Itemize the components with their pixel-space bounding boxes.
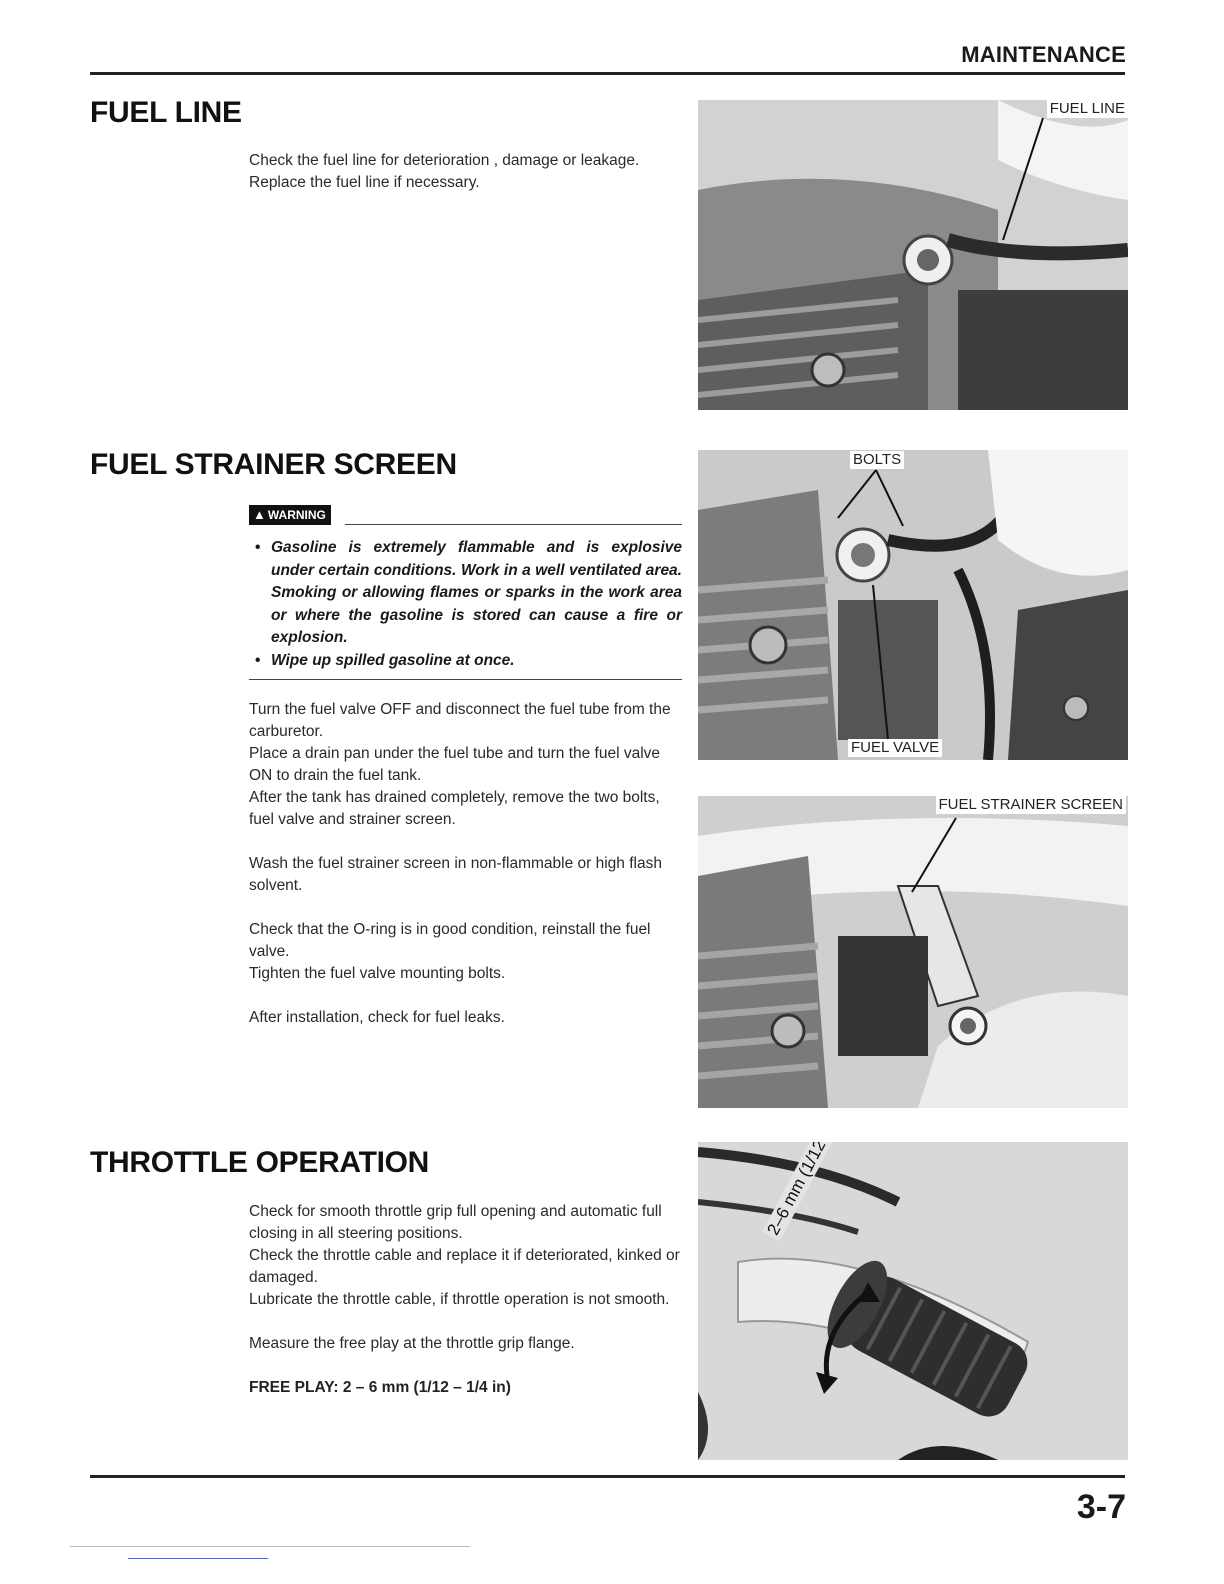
warning-badge-label: WARNING [267,508,326,522]
throttle-illustration [698,1142,1128,1460]
warning-item: • Wipe up spilled gasoline at once. [249,650,682,673]
fuel-strainer-paragraph: Tighten the fuel valve mounting bolts. [249,965,506,982]
throttle-paragraph: Lubricate the throttle cable, if throttle operation is not smooth. [249,1291,670,1308]
warning-item: • Gasoline is extremely flammable and is explosive under certain conditions. Work in a well ventilated area. Smoking or allowing flames or sparks in the work area or where the gasoline is stored can cause a fire or explosion. [249,537,682,650]
footer-scan-line [70,1546,470,1547]
fuel-strainer-paragraph: Place a drain pan under the fuel tube and turn the fuel valve ON to drain the fuel tank. [249,745,661,784]
strainer-screen-photo [698,796,1128,1108]
throttle-text [249,1201,685,1421]
page-number: 3-7 [1076,1488,1126,1526]
header-rule [90,72,1125,75]
fuel-strainer-paragraph: Wash the fuel strainer screen in non-flammable or high flash solvent. [249,855,662,894]
fuel-line-photo [698,100,1128,410]
fuel-valve-illustration [698,450,1128,760]
warning-box [249,505,682,672]
fuel-strainer-paragraph: Check that the O-ring is in good condition, reinstall the fuel valve. [249,921,651,960]
strainer-screen-illustration [698,796,1128,1108]
strainer-screen-callout: FUEL STRAINER SCREEN [936,796,1126,814]
fuel-strainer-text [249,699,685,1051]
fuel-line-illustration [698,100,1128,410]
throttle-paragraph: Check the throttle cable and replace it if deteriorated, kinked or damaged. [249,1247,680,1286]
section-header: MAINTENANCE [961,42,1126,67]
fuel-strainer-heading: FUEL STRAINER SCREEN [90,448,457,481]
footer-rule [90,1475,1125,1478]
bolts-callout: BOLTS [850,451,904,469]
throttle-photo [698,1142,1128,1460]
throttle-heading: THROTTLE OPERATION [90,1146,430,1179]
fuel-strainer-paragraph: Turn the fuel valve OFF and disconnect the fuel tube from the carburetor. [249,701,671,740]
fuel-valve-callout: FUEL VALVE [848,739,942,757]
fuel-line-callout: FUEL LINE [1047,100,1128,118]
fuel-line-text [249,150,685,216]
footer-link-line [128,1558,268,1559]
fuel-strainer-paragraph: After installation, check for fuel leaks. [249,1009,505,1026]
fuel-line-heading: FUEL LINE [90,96,242,129]
throttle-paragraph: Check for smooth throttle grip full opening and automatic full closing in all steering positions. [249,1203,662,1242]
warning-top-rule [345,524,682,525]
fuel-strainer-paragraph: After the tank has drained completely, remove the two bolts, fuel valve and strainer screen. [249,789,660,828]
warning-bottom-rule [249,679,682,680]
throttle-paragraph: Measure the free play at the throttle grip flange. [249,1335,575,1352]
fuel-line-paragraph: Check the fuel line for deterioration , damage or leakage. Replace the fuel line if necessary. [249,152,640,191]
free-play-spec: FREE PLAY: 2 – 6 mm (1/12 – 1/4 in) [249,1379,511,1396]
fuel-valve-photo [698,450,1128,760]
warning-triangle-icon: ▲ [253,507,266,522]
warning-badge [249,505,331,525]
warning-list [249,537,682,672]
